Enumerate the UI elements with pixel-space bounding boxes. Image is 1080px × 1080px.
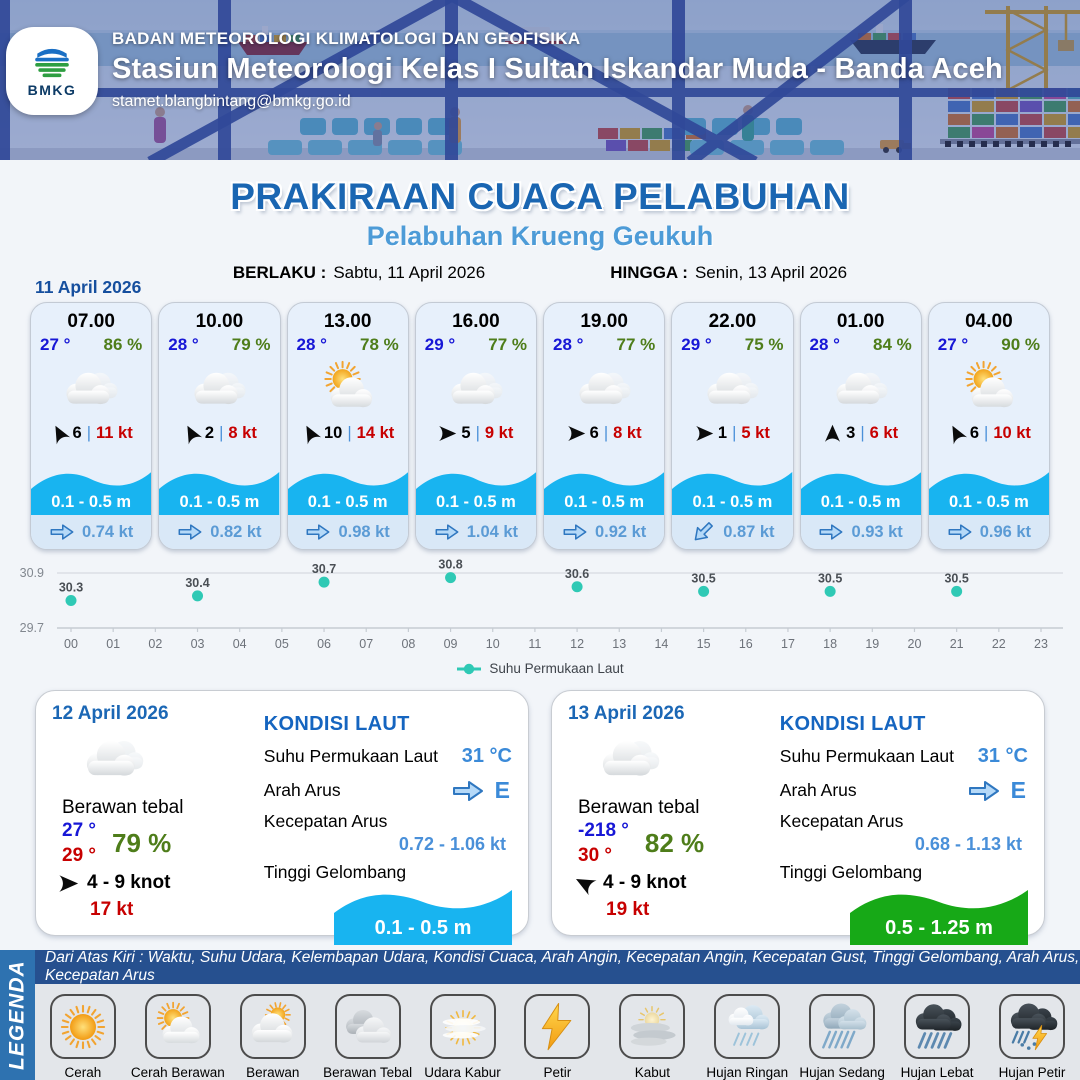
card-temperature: 29 ° [681,335,712,354]
card-time: 22.00 [708,311,757,332]
card-wave-height [672,467,792,515]
hingga: HINGGA : Senin, 13 April 2026 [610,263,848,282]
temp-max: 29 ° [62,844,97,866]
legend-item [605,994,699,1080]
sst-label: Suhu Permukaan Laut [263,746,438,766]
card-weather-icon [31,357,151,421]
cloud-sun-icon [247,1001,299,1053]
day-forecast-card [35,690,529,939]
card-current [672,515,792,549]
wind-direction-icon [438,424,457,443]
svg-text:05: 05 [274,637,289,651]
sun-cloud-icon [960,360,1018,418]
wind-direction-icon [943,421,969,447]
gust-speed: 11 kt [96,424,133,442]
wind-speed: 3 [846,424,856,442]
legend-icon-box [904,994,970,1059]
legend-item-label: Udara Kabur [424,1065,501,1080]
card-temperature: 28 ° [809,335,840,354]
svg-text:29.7: 29.7 [19,621,44,635]
header [0,0,1080,160]
clouds-icon [342,1001,394,1053]
day-card-wind [58,872,250,894]
wave-height-value: 0.1 - 0.5 m [692,493,773,511]
sun-cloud-icon [152,1001,204,1053]
wave-height-value: 0.1 - 0.5 m [820,493,901,511]
day-card-humidity: 82 % [644,828,705,859]
wave-height-badge [850,885,1028,945]
sun-icon [57,1001,109,1053]
card-humidity: 90 % [1001,335,1040,354]
wind-direction-icon [179,421,205,447]
card-time: 16.00 [452,311,500,332]
wave-height-value: 0.1 - 0.5 m [948,493,1029,511]
card-temperature: 28 ° [553,335,584,354]
svg-text:06: 06 [317,637,331,651]
bmkg-logo [6,27,98,115]
wind-speed: 2 [204,424,215,442]
legend-icon-box [999,994,1065,1059]
svg-text:30.4: 30.4 [185,575,210,590]
card-weather-icon [159,357,279,421]
card-humidity: 78 % [360,335,399,354]
cloud-icon [62,360,120,418]
day-card-condition: Berawan tebal [62,797,184,818]
card-wave-height [929,467,1049,515]
legend-item-label: Hujan Sedang [799,1065,885,1080]
legend-icon-box [619,994,685,1059]
temp-min: 27 ° [62,820,97,841]
card-time: 04.00 [965,311,1013,332]
temp-max: 30 ° [578,844,613,866]
current-direction-icon [818,522,844,542]
svg-text:30.5: 30.5 [691,571,716,586]
legend-item [226,994,320,1080]
card-current [929,515,1049,549]
current-direction-icon [434,522,460,542]
legend-item-label: Petir [543,1065,572,1080]
card-humidity: 75 % [744,335,784,354]
wind-direction-icon [567,424,586,443]
card-current [801,515,921,549]
current-speed: 0.93 kt [851,522,903,541]
legend-icon-box [335,994,401,1059]
current-dir-value: E [494,777,510,803]
legend-icon-box [809,994,875,1059]
haze-icon [437,1001,489,1053]
card-current [159,515,279,549]
legend-item [890,994,984,1080]
separator: | [860,424,865,442]
kondisi-laut-title: KONDISI LAUT [779,713,926,735]
current-direction-icon [49,522,75,542]
legend-item-label: Cerah [64,1065,102,1080]
legend-item [321,994,415,1080]
svg-text:19: 19 [865,637,880,651]
day-card-weather-icon [82,727,250,793]
wind-direction-icon [298,421,324,447]
legend-item-label: Berawan Tebal [323,1065,413,1080]
svg-text:16: 16 [738,637,753,651]
forecast-card [800,302,922,550]
page-title: PRAKIRAAN CUACA PELABUHAN [230,176,850,217]
current-direction-icon [451,778,485,804]
legend-item-label: Cerah Berawan [130,1065,225,1080]
page-subtitle: Pelabuhan Krueng Geukuh [366,221,714,251]
cloud-icon [598,727,662,791]
gust-speed: 10 kt [993,424,1031,442]
card-wind [672,424,792,443]
current-dir-label: Arah Arus [779,780,857,800]
sst-value: 31 °C [977,745,1028,767]
svg-text:04: 04 [232,637,247,651]
wave-height-label: Tinggi Gelombang [779,862,923,882]
legend-item-label: Hujan Ringan [706,1065,789,1080]
station-name: Stasiun Meteorologi Kelas I Sultan Iskandar Muda - Banda Aceh [112,53,1003,85]
current-speed-value: 0.68 - 1.13 kt [914,834,1022,854]
forecast-card [671,302,793,550]
sst-value: 31 °C [461,745,512,767]
current-speed: 0.96 kt [979,522,1032,541]
chart-legend [0,661,1080,676]
svg-text:18: 18 [823,637,838,651]
sun-cloud-icon [319,360,377,418]
svg-text:22: 22 [991,637,1006,651]
agency-name: BADAN METEOROLOGI KLIMATOLOGI DAN GEOFISIKA [112,29,581,48]
day-card-temps [578,819,766,868]
legend-item-label: Berawan [246,1065,300,1080]
day-forecast-card [551,690,1045,939]
legend-item-label: Kabut [634,1065,670,1080]
wind-direction-icon [695,424,714,443]
current-direction-icon [562,522,588,542]
rain-thunder-icon [1006,1001,1058,1053]
svg-text:15: 15 [696,637,711,651]
card-weather-icon [672,357,792,421]
current-direction-icon [177,522,203,542]
legend-item-label: Hujan Lebat [900,1065,974,1080]
current-direction-icon [967,778,1001,804]
gust-speed: 5 kt [741,424,770,442]
svg-text:21: 21 [949,637,964,651]
forecast-card [543,302,665,550]
legend-item-label: Hujan Petir [998,1065,1066,1080]
day-card-gust: 17 kt [90,899,134,921]
card-temperature: 27 ° [40,335,71,354]
legend-item [795,994,889,1080]
separator: | [219,424,224,442]
separator: | [475,424,480,442]
legend-icon-box [240,994,306,1059]
svg-text:14: 14 [654,637,669,651]
card-weather-icon [544,357,664,421]
wind-direction-icon [58,873,79,894]
card-time: 13.00 [323,311,372,332]
svg-text:09: 09 [443,637,458,651]
card-wind [31,424,151,443]
svg-text:30.7: 30.7 [311,562,337,577]
station-email: stamet.blangbintang@bmkg.go.id [112,93,351,110]
temp-min: -218 ° [578,820,629,841]
day-card-gust: 19 kt [606,899,650,921]
wave-height-value: 0.5 - 1.25 m [885,917,993,939]
legend-items [35,984,1080,1080]
card-temperature: 28 ° [168,335,199,354]
forecast-cards [30,302,1050,550]
svg-text:30.5: 30.5 [817,571,843,586]
rain-medium-icon [816,1001,868,1053]
legend-icon-box [145,994,211,1059]
legend-icon-box [714,994,780,1059]
wind-speed: 10 [323,424,343,442]
card-weather-icon [288,357,408,421]
rain-light-icon [721,1001,773,1053]
legend-icon-box [50,994,116,1059]
legend-sidebar: LEGENDA [0,950,35,1080]
svg-text:20: 20 [907,637,922,651]
legend-item [36,994,130,1080]
wind-speed: 6 [969,424,980,442]
card-wind [416,424,536,443]
cloud-icon [447,360,505,418]
card-wind [288,424,408,443]
current-speed-label: Kecepatan Arus [779,811,904,831]
svg-text:12: 12 [570,637,585,651]
wave-height-value: 0.1 - 0.5 m [179,493,260,511]
legend-caption: Dari Atas Kiri : Waktu, Suhu Udara, Kelembapan Udara, Kondisi Cuaca, Arah Angin, Kecepatan Angin, Kecepatan Gust, Tinggi Gelombang, Arah Arus, Kecepatan Arus [35,950,1080,984]
wind-range: 4 - 9 knot [603,872,687,894]
legend-section [0,950,1080,1080]
card-current [416,515,536,549]
separator: | [984,424,989,442]
forecast-card [415,302,537,550]
gust-speed: 6 kt [869,424,899,442]
wind-direction-icon [46,421,72,447]
sst-chart [0,558,1080,655]
cloud-icon [832,360,890,418]
card-weather-icon [801,357,921,421]
current-speed-value: 0.72 - 1.06 kt [398,834,506,854]
forecast-card [158,302,280,550]
gust-speed: 8 kt [613,424,642,442]
forecast-card [928,302,1050,550]
cloud-icon [575,360,633,418]
legend-item [131,994,225,1080]
card-wind [929,424,1049,443]
title-block [0,170,1080,283]
legend-item [416,994,510,1080]
card-current [288,515,408,549]
card-time: 01.00 [836,311,885,332]
day-card-temps [62,819,250,868]
card-current [31,515,151,549]
card-weather-icon [929,357,1049,421]
wave-height-value: 0.1 - 0.5 m [435,493,516,511]
legend-item [510,994,604,1080]
card-humidity: 79 % [231,335,271,354]
validity-row [0,263,1080,283]
separator: | [732,424,737,442]
card-humidity: 86 % [103,335,143,354]
wave-height-value: 0.1 - 0.5 m [51,493,132,511]
current-speed: 0.92 kt [594,522,647,541]
svg-text:01: 01 [106,637,121,651]
legend-icon-box [524,994,590,1059]
svg-text:07: 07 [359,637,374,651]
cloud-icon [190,360,248,418]
separator: | [603,424,609,442]
wave-height-value: 0.1 - 0.5 m [307,493,388,511]
day-card-wind [574,872,766,894]
berlaku: BERLAKU : Sabtu, 11 April 2026 [232,263,486,282]
kondisi-laut [250,703,512,939]
current-direction-icon [687,516,720,549]
wind-speed: 1 [717,424,728,442]
card-temperature: 29 ° [424,335,456,354]
card-wind [544,424,664,443]
svg-text:13: 13 [612,637,627,651]
svg-text:30.8: 30.8 [438,558,463,572]
current-speed: 0.74 kt [81,522,134,541]
current-speed-label: Kecepatan Arus [263,811,388,831]
wind-speed: 6 [589,424,599,442]
day-card-date: 12 April 2026 [52,703,169,724]
svg-text:30.9: 30.9 [19,566,44,580]
svg-text:02: 02 [148,637,163,651]
card-wave-height [801,467,921,515]
svg-text:30.5: 30.5 [944,571,969,586]
gust-speed: 8 kt [228,424,257,442]
legend-item [700,994,794,1080]
card-wave-height [288,467,408,515]
current-dir-label: Arah Arus [263,780,341,800]
card-wind [801,424,921,443]
gust-speed: 9 kt [484,424,514,442]
day-card-humidity: 79 % [112,828,172,859]
rain-heavy-icon [911,1001,963,1053]
svg-text:11: 11 [528,637,542,651]
current-speed: 1.04 kt [466,522,519,541]
separator: | [86,424,92,442]
kondisi-laut [766,703,1028,939]
bolt-icon [531,1001,583,1053]
current-speed: 0.82 kt [210,522,262,541]
wind-direction-icon [570,869,598,897]
svg-text:03: 03 [190,637,205,651]
card-wave-height [159,467,279,515]
card-time: 07.00 [67,311,115,332]
svg-text:10: 10 [485,637,500,651]
legend-icon-box [430,994,496,1059]
wind-speed: 5 [461,424,471,442]
card-temperature: 27 ° [937,335,969,354]
svg-text:23: 23 [1034,637,1048,651]
wave-height-label: Tinggi Gelombang [263,862,407,882]
card-humidity: 84 % [873,335,912,354]
card-weather-icon [416,357,536,421]
legend-item [985,994,1079,1080]
bmkg-logo-icon [31,44,73,80]
card-current [544,515,664,549]
wave-height-value: 0.1 - 0.5 m [374,917,472,939]
sst-chart-svg [0,558,1080,655]
day-cards [35,690,1045,939]
svg-text:08: 08 [401,637,416,651]
wind-speed: 6 [72,424,82,442]
current-direction-icon [947,522,973,542]
card-wave-height [416,467,536,515]
card-wind [159,424,279,443]
card-temperature: 28 ° [296,335,327,354]
card-wave-height [544,467,664,515]
bmkg-logo-text: BMKG [27,82,77,98]
current-direction-icon [305,522,331,542]
chart-legend-label: Suhu Permukaan Laut [489,661,624,676]
day-card-condition: Berawan tebal [578,797,700,818]
current-speed: 0.98 kt [338,522,390,541]
legend-marker-icon [456,663,482,675]
card-time: 10.00 [195,311,244,332]
cloud-icon [82,727,146,791]
card-humidity: 77 % [488,335,527,354]
forecast-date: 11 April 2026 [35,277,142,297]
fog-icon [626,1001,678,1053]
card-wave-height [31,467,151,515]
svg-text:17: 17 [781,637,795,651]
gust-speed: 14 kt [356,424,395,442]
kondisi-laut-title: KONDISI LAUT [263,713,410,735]
forecast-card [287,302,409,550]
card-humidity: 77 % [616,335,656,354]
day-card-date: 13 April 2026 [568,703,685,724]
separator: | [347,424,352,442]
wave-height-badge [334,885,512,945]
card-time: 19.00 [580,311,628,332]
current-speed: 0.87 kt [723,522,775,541]
sst-label: Suhu Permukaan Laut [779,746,954,766]
wind-direction-icon [823,424,842,443]
day-card-weather-icon [598,727,766,793]
current-dir-value: E [1010,777,1026,803]
wave-height-value: 0.1 - 0.5 m [564,493,645,511]
svg-text:30.3: 30.3 [58,580,84,595]
wind-range: 4 - 9 knot [87,872,171,894]
svg-text:00: 00 [64,637,78,651]
svg-text:30.6: 30.6 [564,566,590,581]
forecast-card [30,302,152,550]
cloud-icon [703,360,761,418]
